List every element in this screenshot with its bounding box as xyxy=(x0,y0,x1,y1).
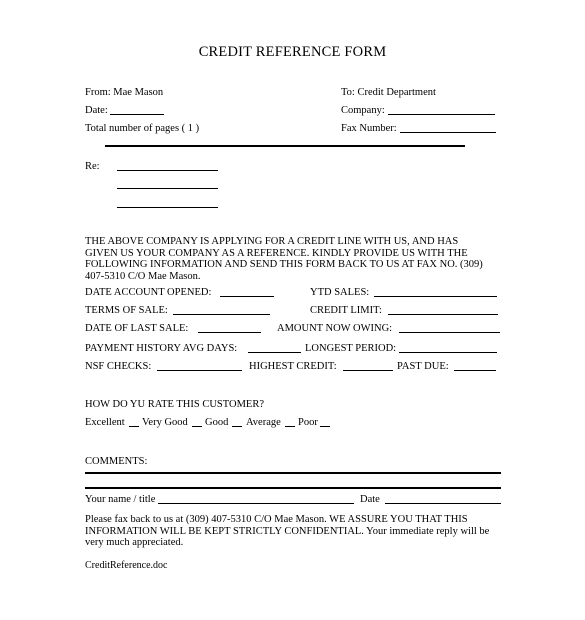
filename-footer: CreditReference.doc xyxy=(85,560,168,571)
from-label: From: Mae Mason xyxy=(85,87,164,98)
rating-very-good-blank[interactable] xyxy=(192,426,202,427)
date-sign-label: Date xyxy=(360,494,380,505)
pages-label: Total number of pages ( 1 ) xyxy=(85,123,200,134)
rating-average-label: Average xyxy=(246,417,281,428)
credit-limit-label: CREDIT LIMIT: xyxy=(310,305,382,316)
rating-poor-label: Poor xyxy=(298,417,318,428)
payment-history-blank[interactable] xyxy=(248,352,301,353)
date-sign-blank[interactable] xyxy=(385,503,501,504)
date-label: Date: xyxy=(85,105,108,116)
intro-paragraph: THE ABOVE COMPANY IS APPLYING FOR A CREDIT LINE WITH US, AND HAS GIVEN US YOUR COMPANY AS A REFERENCE. KINDLY PROVIDE US WITH THE FOLLOWING INFORMATION AND SEND THIS FORM BACK TO US AT FAX NO. (309) 407-5310 C/O Mae Mason. xyxy=(85,236,483,282)
credit-limit-blank[interactable] xyxy=(388,314,498,315)
header-divider xyxy=(105,145,465,147)
terms-label: TERMS OF SALE: xyxy=(85,305,168,316)
re-blank-2[interactable] xyxy=(117,188,218,189)
amount-owing-blank[interactable] xyxy=(399,332,500,333)
last-sale-label: DATE OF LAST SALE: xyxy=(85,323,189,334)
ytd-sales-label: YTD SALES: xyxy=(310,287,370,298)
rating-very-good-label: Very Good xyxy=(142,417,188,428)
comments-line-1[interactable] xyxy=(85,472,501,474)
past-due-label: PAST DUE: xyxy=(397,361,449,372)
comments-label: COMMENTS: xyxy=(85,456,148,467)
longest-period-blank[interactable] xyxy=(399,352,497,353)
fax-blank[interactable] xyxy=(400,132,496,133)
closing-paragraph: Please fax back to us at (309) 407-5310 C/O Mae Mason. WE ASSURE YOU THAT THIS INFORMATION WILL BE KEPT STRICTLY CONFIDENTIAL. Your immediate reply will be very much appreciated. xyxy=(85,514,490,548)
your-name-label: Your name / title xyxy=(85,494,156,505)
ytd-sales-blank[interactable] xyxy=(374,296,497,297)
to-label: To: Credit Department xyxy=(341,87,436,98)
date-opened-label: DATE ACCOUNT OPENED: xyxy=(85,287,212,298)
rating-excellent-label: Excellent xyxy=(85,417,125,428)
company-label: Company: xyxy=(341,105,385,116)
terms-blank[interactable] xyxy=(173,314,270,315)
your-name-blank[interactable] xyxy=(158,503,354,504)
company-blank[interactable] xyxy=(388,114,495,115)
re-blank-3[interactable] xyxy=(117,207,218,208)
re-label: Re: xyxy=(85,161,100,172)
highest-credit-label: HIGHEST CREDIT: xyxy=(249,361,337,372)
payment-history-label: PAYMENT HISTORY AVG DAYS: xyxy=(85,343,238,354)
form-title: CREDIT REFERENCE FORM xyxy=(198,44,387,60)
rating-question: HOW DO YU RATE THIS CUSTOMER? xyxy=(85,399,264,410)
comments-line-2[interactable] xyxy=(85,487,501,489)
date-blank[interactable] xyxy=(110,114,164,115)
rating-excellent-blank[interactable] xyxy=(129,426,139,427)
rating-poor-blank[interactable] xyxy=(320,426,330,427)
rating-good-blank[interactable] xyxy=(232,426,242,427)
nsf-label: NSF CHECKS: xyxy=(85,361,152,372)
highest-credit-blank[interactable] xyxy=(343,370,393,371)
past-due-blank[interactable] xyxy=(454,370,496,371)
nsf-blank[interactable] xyxy=(157,370,242,371)
longest-period-label: LONGEST PERIOD: xyxy=(305,343,397,354)
re-blank-1[interactable] xyxy=(117,170,218,171)
rating-good-label: Good xyxy=(205,417,229,428)
last-sale-blank[interactable] xyxy=(198,332,261,333)
date-opened-blank[interactable] xyxy=(220,296,274,297)
amount-owing-label: AMOUNT NOW OWING: xyxy=(277,323,393,334)
rating-average-blank[interactable] xyxy=(285,426,295,427)
fax-label: Fax Number: xyxy=(341,123,397,134)
